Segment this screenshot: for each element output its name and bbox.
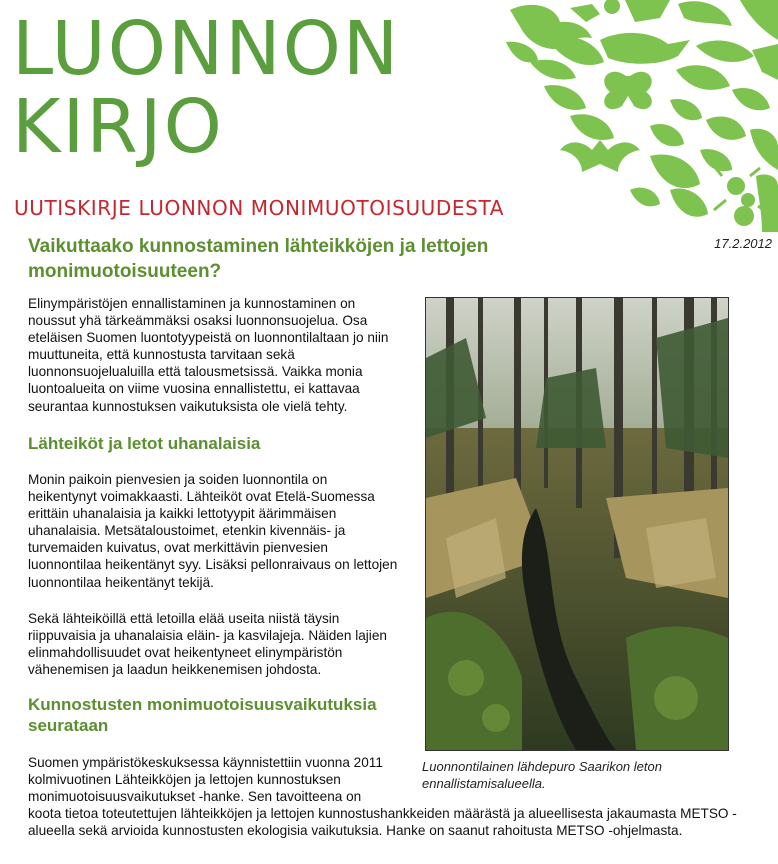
intro-paragraph: Elinympäristöjen ennallistaminen ja kunnostaminen on noussut yhä tärkeämmäksi osaksi luonnonsuojelua. Osa eteläisen Suomen luontotyypeistä on luonnontilaltaan jo niin muuttuneita, että kunnostusta tarvitaan sekä luonnonsuojelualuilla että talousmetsissä. Vaikka monia luontoalueita on viime vuosina ennallistettu, ei kattavaa seurantaa kunnostuksen vaikutuksista ole vielä tehty.	[28, 296, 389, 414]
section1-heading: Lähteiköt ja letot uhanalaisia	[28, 434, 261, 453]
ant-silhouette-icon	[727, 177, 745, 195]
insect-silhouette-icon	[570, 4, 600, 22]
photo-caption: Luonnontilainen lähdepuro Saarikon leton ennallistamisalueella.	[422, 759, 662, 791]
article-title: Vaikuttaako kunnostaminen lähteikköjen ja lettojen monimuotoisuuteen?	[28, 236, 489, 282]
masthead-line-1: LUONNON	[12, 6, 401, 92]
section1-paragraph-1: Monin paikoin pienvesien ja soiden luonnontila on heikentynyt voimakkaasti. Lähteiköt ovat Etelä-Suomessa erittäin uhanalaisia ja kaikki lettotyypit äärimmäisen uhanalaisia. Metsätaloustoimet, etenkin kivennäis- ja turvemaiden kuivatus, ovat merkittävin pienvesien luonnontilaa heikentänyt syy. Lisäksi pellonraivaus on lettojen luonnontilaa heikentänyt tekijä.	[28, 472, 398, 590]
section2-paragraph-wide: koota tietoa toteutettujen lähteikköjen ja lettojen kunnostushankkeiden määrästä ja alueellisesta jakaumasta METSO -alueella sekä arvioida kunnostusten ekologisia vaikutuksia. Hanke on saanut rahoitusta METSO -ohjelmasta.	[28, 806, 737, 839]
article-photo	[425, 297, 729, 751]
section1-paragraph-2: Sekä lähteiköillä että letoilla elää useita niistä täysin riippuvaisia ja uhanalaisia eläin- ja kasvilajeja. Näiden lajien elinmahdollisuudet ovat heikentyneet elinympäristön vähenemisen ja laadun heikkenemisen johdosta.	[28, 611, 387, 678]
bat-silhouette-icon	[560, 140, 640, 172]
bird-silhouette-icon-2	[600, 33, 690, 64]
masthead-title	[12, 6, 401, 170]
section2-paragraph-narrow: Suomen ympäristökeskuksessa käynnistettiin vuonna 2011 kolmivuotinen Lähteikköjen ja lettojen kunnostuksen monimuotoisuusvaikutukset -hanke. Sen tavoitteena on	[28, 755, 383, 805]
masthead-subtitle: UUTISKIRJE LUONNON MONIMUOTOISUUDESTA	[14, 196, 505, 220]
section2-heading: Kunnostusten monimuotoisuusvaikutuksia seurataan	[28, 695, 377, 735]
masthead-line-2: KIRJO	[12, 84, 224, 170]
wildlife-silhouettes-art	[500, 0, 778, 232]
butterfly-silhouette-icon	[604, 72, 652, 109]
forest-spring-photo	[426, 298, 728, 750]
article-date: 17.2.2012	[714, 236, 772, 251]
